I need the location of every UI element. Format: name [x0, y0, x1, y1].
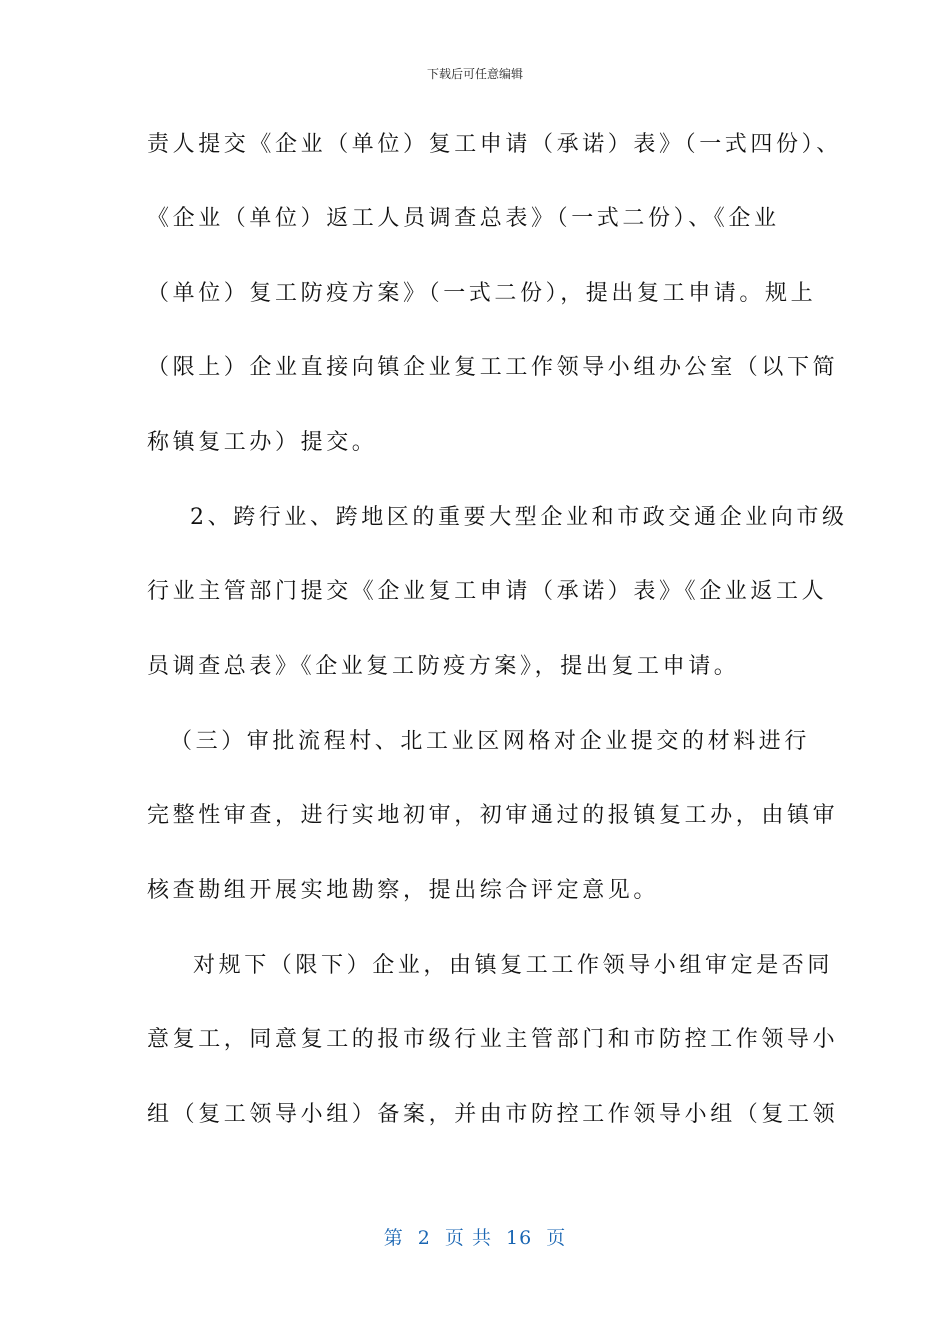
text-line: 意复工，同意复工的报市级行业主管部门和市防控工作领导小: [147, 1027, 839, 1052]
text-line: 行业主管部门提交《企业复工申请（承诺）表》《企业返工人: [147, 579, 828, 604]
text-line: 核查勘组开展实地勘察，提出综合评定意见。: [147, 878, 660, 903]
text-line: （限上）企业直接向镇企业复工工作领导小组办公室（以下简: [147, 355, 839, 380]
text-line: 称镇复工办）提交。: [147, 430, 378, 455]
text-line: 《企业（单位）返工人员调查总表》（一式二份）、《企业: [147, 206, 780, 231]
text-line: 组（复工领导小组）备案，并由市防控工作领导小组（复工领: [147, 1102, 839, 1127]
text-line: （三）审批流程村、北工业区网格对企业提交的材料进行: [170, 729, 811, 754]
text-line: （单位）复工防疫方案》（一式二份），提出复工申请。规上: [147, 281, 817, 306]
page-header: 下载后可任意编辑: [426, 67, 523, 81]
text-line: 完整性审查，进行实地初审，初审通过的报镇复工办，由镇审: [147, 803, 839, 828]
text-line: 2、跨行业、跨地区的重要大型企业和市政交通企业向市级: [190, 505, 848, 530]
text-line: 员调查总表》《企业复工防疫方案》，提出复工申请。: [147, 654, 740, 679]
text-line: 对规下（限下）企业，由镇复工工作领导小组审定是否同: [193, 953, 834, 978]
text-line: 责人提交《企业（单位）复工申请（承诺）表》（一式四份）、: [147, 132, 842, 157]
page-number-footer: 第 2 页 共 16 页: [383, 1227, 567, 1249]
